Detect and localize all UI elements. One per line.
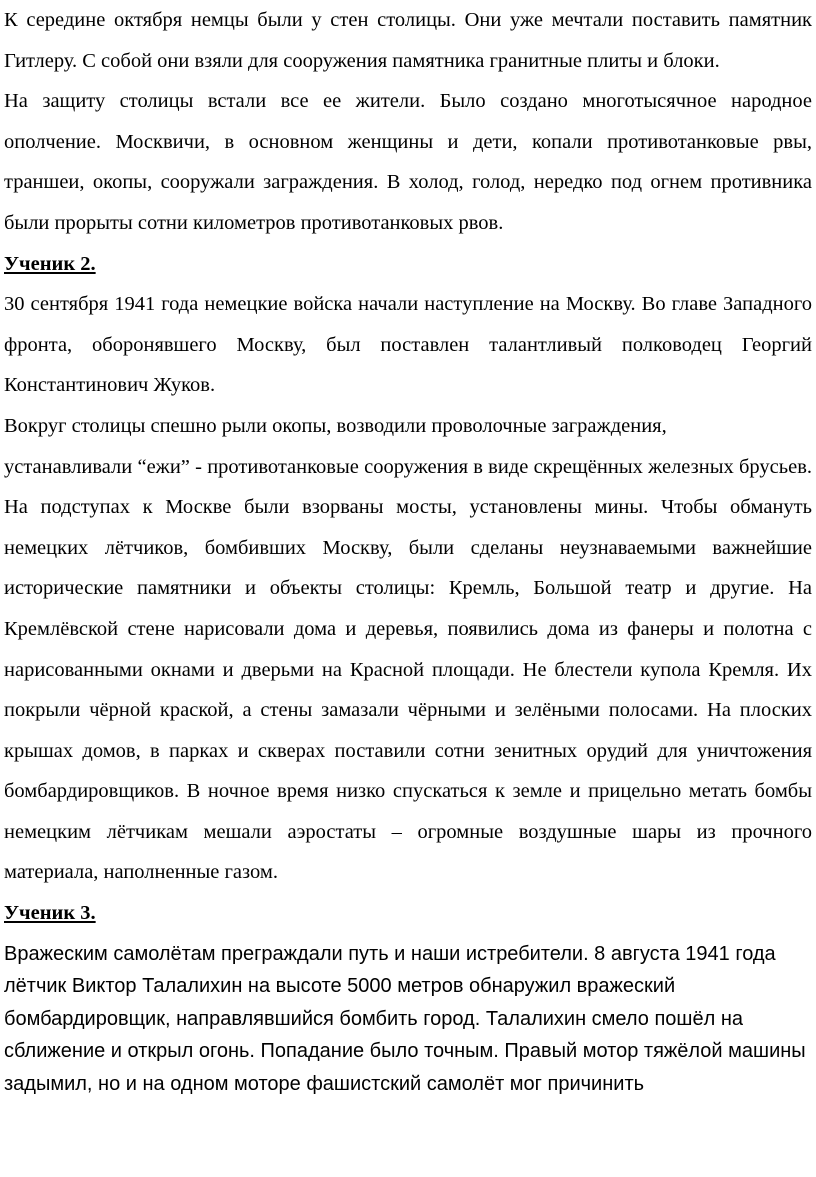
section-1 xyxy=(4,0,812,244)
heading-student-2: Ученик 2. xyxy=(4,252,96,275)
heading-student-3: Ученик 3. xyxy=(4,902,96,925)
paragraph-6: Вражеским самолётам преграждали путь и наши истребители. 8 августа 1941 года лётчик Виктор Талалихин на высоте 5000 метров обнаружил вражеский бомбардировщик, направлявшийся бомбить город. Талалихин смело пошёл на сближение и открыл огонь. Попадание было точным. Правый мотор тяжёлой машины задымил, но и на одном моторе фашистский самолёт мог причинить xyxy=(4,942,806,1095)
paragraph-5: устанавливали “ежи” - противотанковые сооружения в виде скрещённых железных брусьев. На подступах к Москве были взорваны мосты, установлены мины. Чтобы обмануть немецких лётчиков, бомбивших Москву, были сделаны неузнаваемыми важнейшие исторические памятники и объекты столицы: Кремль, Большой театр и другие. На Кремлёвской стене нарисовали дома и деревья, появились дома из фанеры и полотна с нарисованными окнами и дверьми на Красной площади. Не блестели купола Кремля. Их покрыли чёрной краской, а стены замазали чёрными и зелёными полосами. На плоских крышах домов, в парках и скверах поставили сотни зенитных орудий для уничтожения бомбардировщиков. В ночное время низко спускаться к земле и прицельно метать бомбы немецким лётчикам мешали аэростаты – огромные воздушные шары из прочного материала, наполненные газом. xyxy=(4,455,812,884)
paragraph-4: Вокруг столицы спешно рыли окопы, возводили проволочные заграждения, xyxy=(4,414,667,437)
paragraph-1: К середине октября немцы были у стен столицы. Они уже мечтали поставить памятник Гитлеру. С собой они взяли для сооружения памятника гранитные плиты и блоки. xyxy=(4,9,812,72)
section-2 xyxy=(4,284,812,893)
paragraph-3: 30 сентября 1941 года немецкие войска начали наступление на Москву. Во главе Западного фронта, оборонявшего Москву, был поставлен талантливый полководец Георгий Константинович Жуков. xyxy=(4,293,812,397)
paragraph-2: На защиту столицы встали все ее жители. Было создано многотысячное народное ополчение. Москвичи, в основном женщины и дети, копали противотанковые рвы, траншеи, окопы, сооружали заграждения. В холод, голод, нередко под огнем противника были прорыты сотни километров противотанковых рвов. xyxy=(4,90,812,234)
